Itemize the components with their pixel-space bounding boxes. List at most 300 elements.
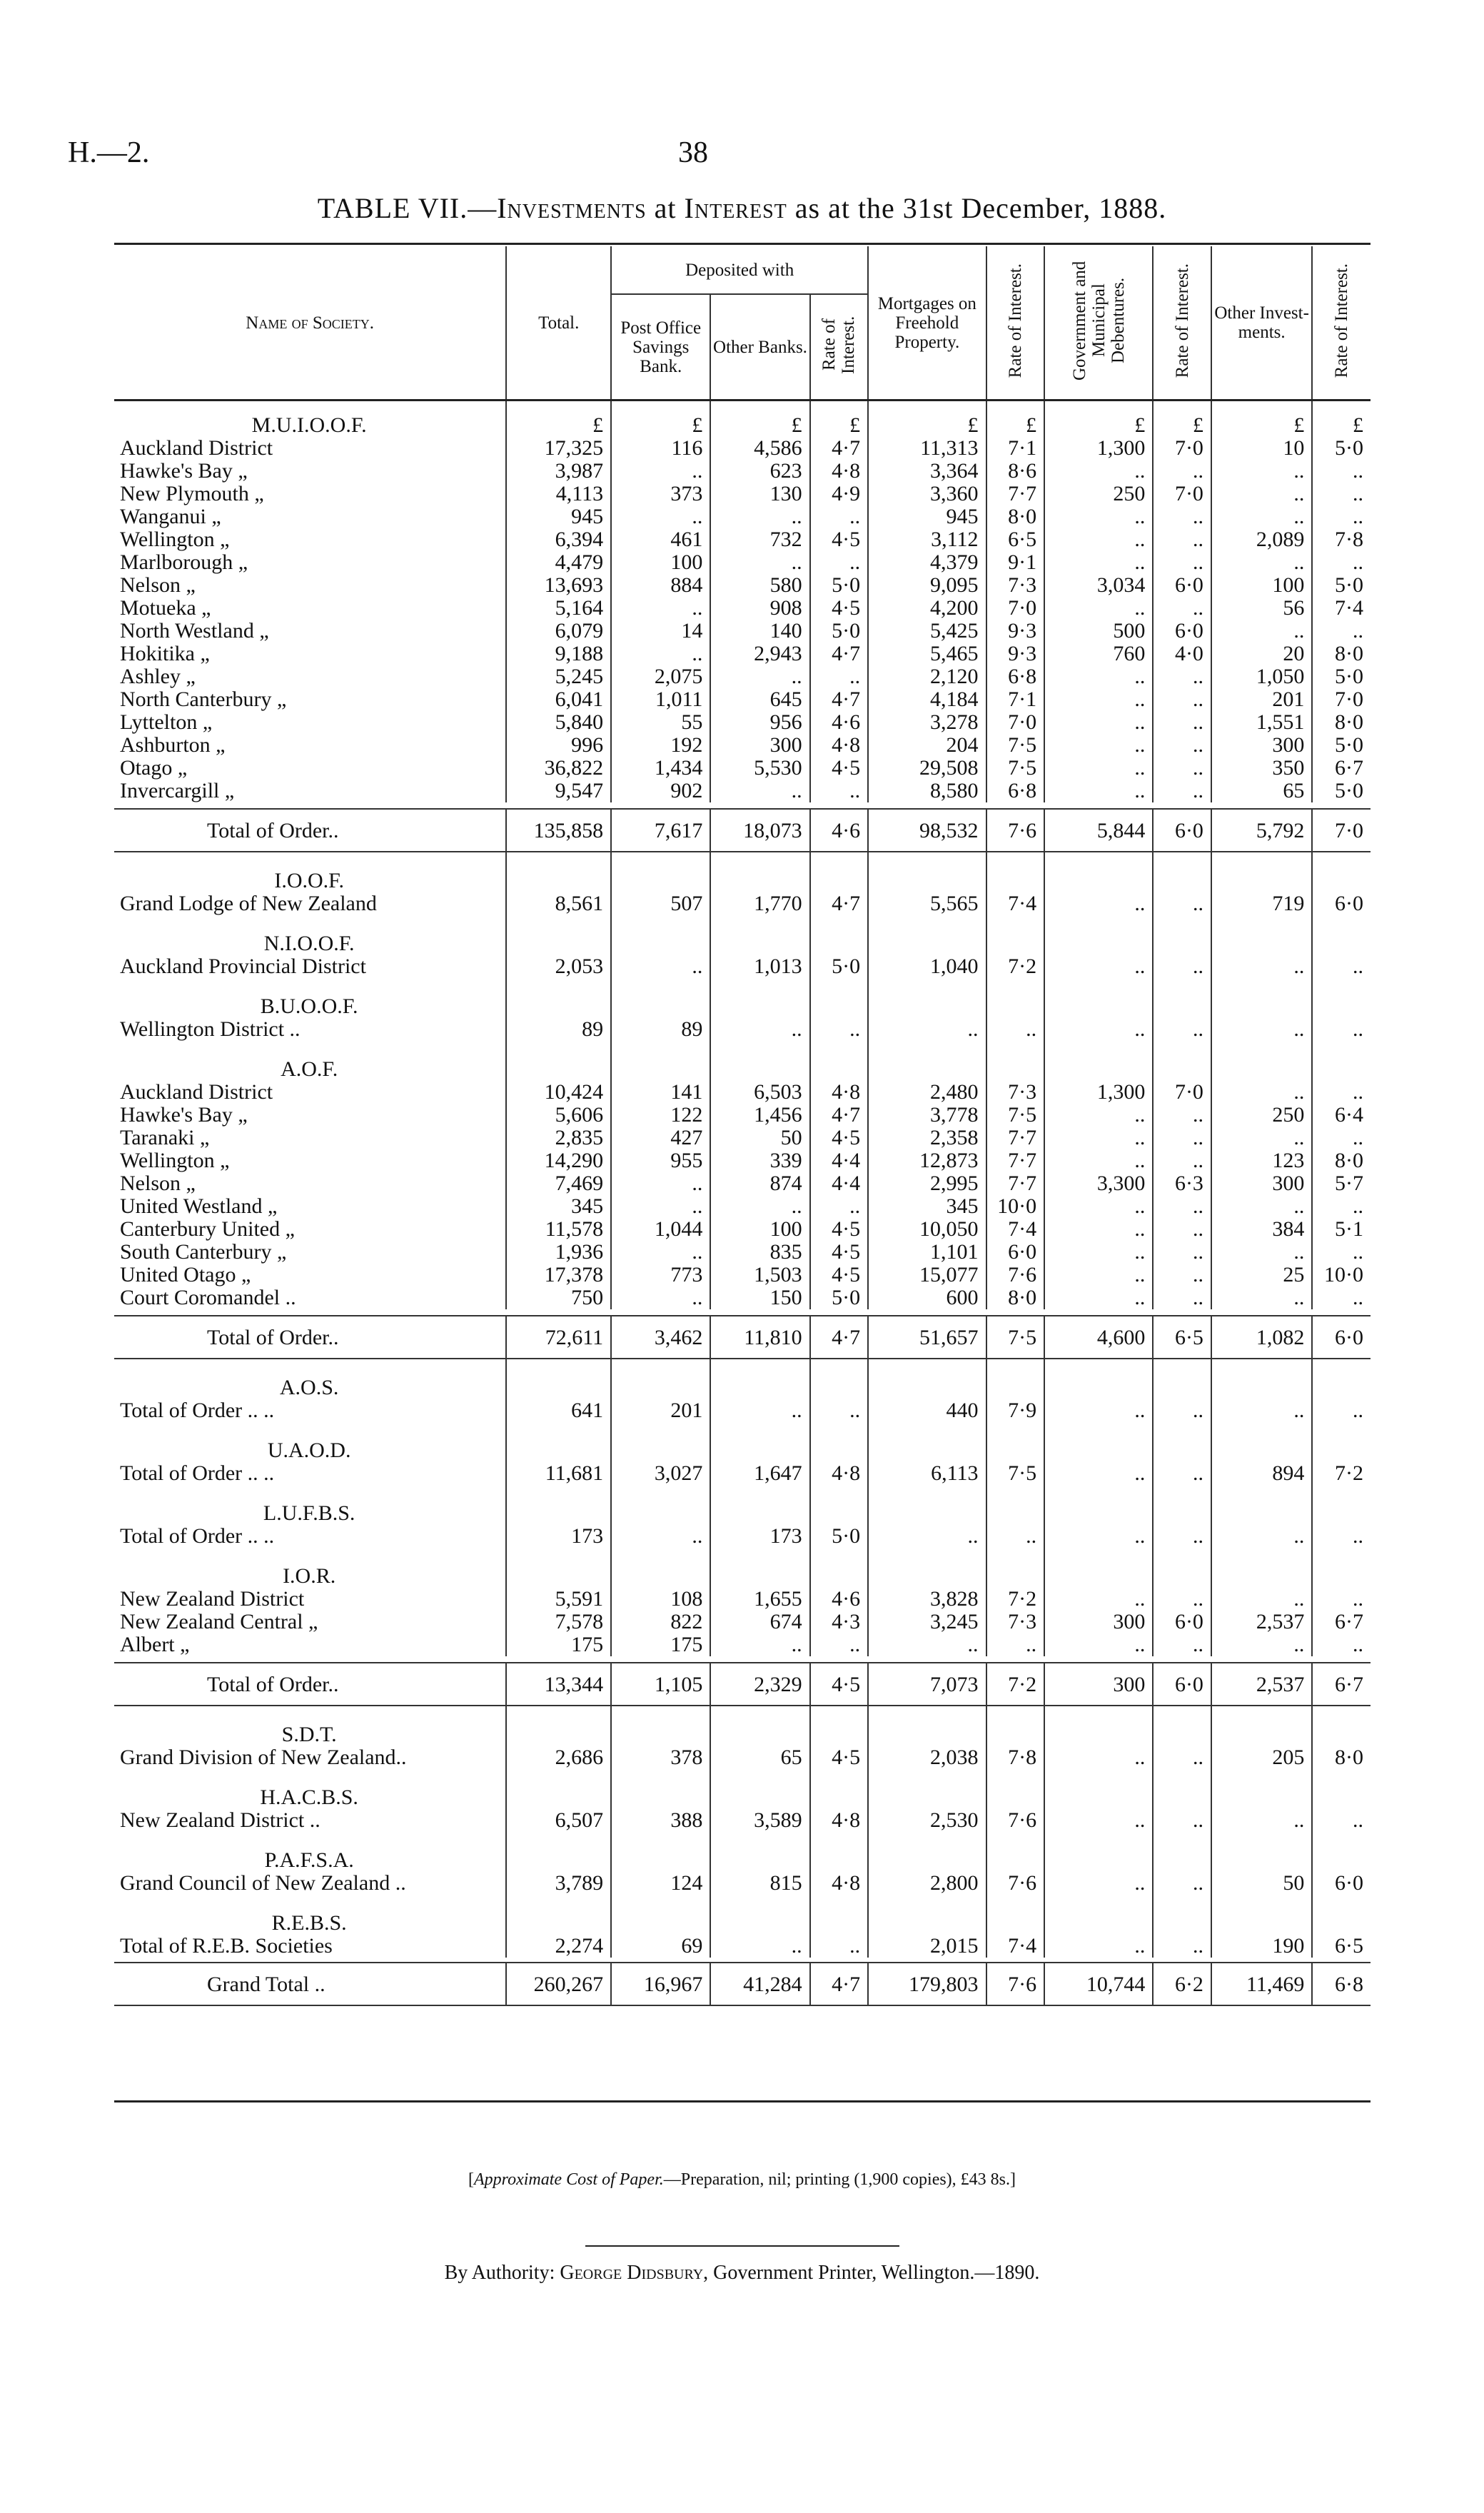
cell-value: 4·3 (810, 1611, 869, 1633)
cell-value: 1,040 (868, 955, 986, 978)
society-name: Auckland Provincial District (120, 955, 366, 978)
page-number: 38 (678, 136, 708, 169)
cell-value: .. (868, 1018, 986, 1041)
cell-value: .. (810, 1018, 869, 1041)
cell-value: 10,744 (1044, 1963, 1153, 2005)
cell-value: 6·8 (1312, 1963, 1371, 2005)
cell-value: 427 (611, 1127, 710, 1149)
cell-value: 116 (611, 437, 710, 460)
cell-value: 4,113 (506, 483, 611, 505)
cell-value: .. (1044, 1149, 1153, 1172)
cell-value: 4·5 (810, 1218, 869, 1241)
cell-value: .. (1044, 528, 1153, 551)
cell-value: .. (1153, 892, 1211, 915)
cell-value: .. (1211, 620, 1312, 643)
table-row (114, 1218, 1371, 1241)
cell-value: .. (1044, 505, 1153, 528)
currency-symbol: £ (611, 401, 710, 438)
cell-value: 4·0 (1153, 643, 1211, 665)
currency-symbol: £ (1044, 401, 1153, 438)
table-row (114, 1241, 1371, 1264)
cell-value: 2,537 (1211, 1611, 1312, 1633)
cell-value: 3,360 (868, 483, 986, 505)
cell-value: .. (1153, 551, 1211, 574)
cell-value: .. (1153, 665, 1211, 688)
society-name: Total of Order.. (114, 809, 506, 852)
cell-value: .. (1044, 734, 1153, 757)
cell-value: 956 (710, 711, 809, 734)
group-heading: U.A.O.D. (267, 1439, 351, 1462)
table-row (114, 620, 1371, 643)
cell-value: 4·7 (810, 688, 869, 711)
cell-value: .. (1153, 505, 1211, 528)
cell-value: 4,600 (1044, 1316, 1153, 1359)
cell-value: 11,469 (1211, 1963, 1312, 2005)
cell-value: 4·7 (810, 643, 869, 665)
cell-value: 100 (1211, 574, 1312, 597)
cell-value: .. (1044, 892, 1153, 915)
cell-value: .. (868, 1633, 986, 1656)
cell-value: .. (710, 1935, 809, 1958)
title-at: at (646, 192, 685, 224)
currency-symbol: £ (810, 401, 869, 438)
footnote: [Approximate Cost of Paper.—Preparation, nil; printing (1,900 copies), £43 8s.] (468, 2170, 1016, 2189)
cell-value: 5·1 (1312, 1218, 1371, 1241)
group-heading: L.U.F.B.S. (263, 1501, 355, 1525)
cell-value: 7·0 (986, 711, 1045, 734)
cell-value: .. (1312, 460, 1371, 483)
society-name: United Westland „ (120, 1194, 278, 1218)
table-row (114, 1588, 1371, 1611)
group-heading: M.U.I.O.O.F. (251, 413, 367, 437)
cell-value: 123 (1211, 1149, 1312, 1172)
society-name: Total of Order.. (114, 1316, 506, 1359)
table-row (114, 505, 1371, 528)
cell-value: 7,617 (611, 809, 710, 852)
cell-value: .. (1153, 1935, 1211, 1958)
table-row (114, 597, 1371, 620)
cell-value: 205 (1211, 1746, 1312, 1769)
cell-value: 6·5 (986, 528, 1045, 551)
cell-value: 8·0 (1312, 1746, 1371, 1769)
cell-value: .. (1044, 1241, 1153, 1264)
cell-value: .. (1312, 955, 1371, 978)
cell-value: .. (1044, 711, 1153, 734)
society-name: North Westland „ (120, 619, 269, 643)
cell-value: 192 (611, 734, 710, 757)
cell-value: 7·6 (986, 809, 1045, 852)
cell-value: .. (1153, 734, 1211, 757)
cell-value: 6·0 (1153, 574, 1211, 597)
society-name: Total of Order.. (114, 1663, 506, 1706)
cell-value: 4·4 (810, 1172, 869, 1195)
cell-value: .. (1153, 711, 1211, 734)
cell-value: .. (1211, 1018, 1312, 1041)
cell-value: 6,041 (506, 688, 611, 711)
cell-value: 29,508 (868, 757, 986, 780)
table-row (114, 665, 1371, 688)
cell-value: 100 (611, 551, 710, 574)
cell-value: 173 (710, 1525, 809, 1548)
cell-value: .. (1044, 955, 1153, 978)
cell-value: .. (1312, 1241, 1371, 1264)
cell-value: 11,578 (506, 1218, 611, 1241)
cell-value: 11,313 (868, 437, 986, 460)
authority-line (0, 2262, 1484, 2285)
cell-value: 65 (710, 1746, 809, 1769)
cell-value: 440 (868, 1399, 986, 1422)
cell-value: 1,434 (611, 757, 710, 780)
table-row (114, 1746, 1371, 1769)
cell-value: .. (1153, 780, 1211, 802)
cell-value: 2,480 (868, 1081, 986, 1104)
group-heading: B.U.O.O.F. (260, 994, 358, 1018)
cell-value: 4·7 (810, 1104, 869, 1127)
col-other-banks-header: Other Banks. (710, 294, 809, 401)
cell-value: 5·0 (810, 955, 869, 978)
cell-value: .. (1044, 460, 1153, 483)
cell-value: .. (986, 1633, 1045, 1656)
society-name: Grand Total .. (114, 1963, 506, 2005)
col-rate3-header: Rate of Interest. (1172, 263, 1192, 378)
cell-value: .. (1153, 528, 1211, 551)
cell-value: .. (1153, 597, 1211, 620)
table-row (114, 1149, 1371, 1172)
table-row (114, 757, 1371, 780)
cell-value: 122 (611, 1104, 710, 1127)
currency-symbol: £ (1153, 401, 1211, 438)
cell-value: 7·1 (986, 688, 1045, 711)
cell-value: 6,503 (710, 1081, 809, 1104)
cell-value: 1,936 (506, 1241, 611, 1264)
cell-value: .. (810, 1633, 869, 1656)
table-row (114, 1172, 1371, 1195)
cell-value: 3,828 (868, 1588, 986, 1611)
cell-value: 5·0 (1312, 665, 1371, 688)
society-name: Lyttelton „ (120, 710, 213, 734)
cell-value: 835 (710, 1241, 809, 1264)
table-row (114, 1809, 1371, 1832)
cell-value: 300 (1211, 734, 1312, 757)
cell-value: .. (710, 1195, 809, 1218)
cell-value: 9,188 (506, 643, 611, 665)
cell-value: 12,873 (868, 1149, 986, 1172)
cell-value: .. (1044, 1104, 1153, 1127)
cell-value: .. (1153, 688, 1211, 711)
cell-value: 7,578 (506, 1611, 611, 1633)
cell-value: .. (710, 505, 809, 528)
cell-value: .. (1153, 1462, 1211, 1485)
cell-value: 3,278 (868, 711, 986, 734)
cell-value: 3,987 (506, 460, 611, 483)
authority-prefix: By Authority: (444, 2262, 560, 2284)
table-row (114, 1872, 1371, 1895)
cell-value: 5,164 (506, 597, 611, 620)
cell-value: 4·8 (810, 1462, 869, 1485)
cell-value: 15,077 (868, 1264, 986, 1286)
cell-value: 955 (611, 1149, 710, 1172)
cell-value: 7·0 (1153, 437, 1211, 460)
cell-value: 13,344 (506, 1663, 611, 1706)
society-name: Wellington „ (120, 1149, 230, 1172)
cell-value: .. (611, 643, 710, 665)
cell-value: 4,479 (506, 551, 611, 574)
group-heading-row (114, 1041, 1371, 1081)
cell-value: .. (611, 505, 710, 528)
cell-value: .. (1044, 1872, 1153, 1895)
cell-value: 4,379 (868, 551, 986, 574)
cell-value: 20 (1211, 643, 1312, 665)
cell-value: 2,015 (868, 1935, 986, 1958)
cell-value: 1,044 (611, 1218, 710, 1241)
col-rate2-header: Rate of Interest. (1005, 263, 1025, 378)
cell-value: 3,027 (611, 1462, 710, 1485)
cell-value: .. (1211, 1525, 1312, 1548)
group-heading: H.A.C.B.S. (260, 1786, 358, 1809)
cell-value: .. (1211, 551, 1312, 574)
cell-value: 8·0 (986, 505, 1045, 528)
cell-value: 18,073 (710, 809, 809, 852)
cell-value: 6·0 (1312, 892, 1371, 915)
society-name: Wellington „ (120, 528, 230, 551)
cell-value: .. (1312, 1588, 1371, 1611)
printer-name: George Didsbury (560, 2262, 704, 2284)
cell-value: 204 (868, 734, 986, 757)
group-heading-row (114, 852, 1371, 892)
table-row (114, 1633, 1371, 1656)
cell-value: 773 (611, 1264, 710, 1286)
cell-value: 36,822 (506, 757, 611, 780)
cell-value: 300 (1044, 1611, 1153, 1633)
cell-value: .. (710, 780, 809, 802)
cell-value: 719 (1211, 892, 1312, 915)
group-heading-row (114, 401, 1371, 438)
cell-value: 6,507 (506, 1809, 611, 1832)
cell-value: 4·7 (810, 1316, 869, 1359)
cell-value: 17,378 (506, 1264, 611, 1286)
group-heading-row (114, 1548, 1371, 1588)
cell-value: 2,038 (868, 1746, 986, 1769)
cell-value: .. (1211, 1633, 1312, 1656)
cell-value: 345 (506, 1195, 611, 1218)
cell-value: 600 (868, 1286, 986, 1309)
table-row (114, 780, 1371, 802)
cell-value: 1,105 (611, 1663, 710, 1706)
cell-value: 902 (611, 780, 710, 802)
cell-value: 5,425 (868, 620, 986, 643)
cell-value: 7,073 (868, 1663, 986, 1706)
cell-value: 100 (710, 1218, 809, 1241)
cell-value: 25 (1211, 1264, 1312, 1286)
cell-value: .. (1044, 1935, 1153, 1958)
table-row (114, 1286, 1371, 1309)
cell-value: .. (1044, 1218, 1153, 1241)
cell-value: 4·5 (810, 1746, 869, 1769)
table-row (114, 551, 1371, 574)
cell-value: 461 (611, 528, 710, 551)
cell-value: 1,551 (1211, 711, 1312, 734)
cell-value: 7·5 (986, 1462, 1045, 1485)
cell-value: 5,591 (506, 1588, 611, 1611)
cell-value: 5,840 (506, 711, 611, 734)
cell-value: .. (1044, 1127, 1153, 1149)
cell-value: .. (1153, 1746, 1211, 1769)
cell-value: 641 (506, 1399, 611, 1422)
col-total-header: Total. (506, 246, 611, 401)
society-name: Motueka „ (120, 596, 211, 620)
group-heading-row (114, 915, 1371, 955)
cell-value: 141 (611, 1081, 710, 1104)
cell-value: 179,803 (868, 1963, 986, 2005)
title-investments: Investments (497, 192, 647, 224)
table-row (114, 460, 1371, 483)
order-total-row (114, 1663, 1371, 1706)
group-heading-row (114, 1359, 1371, 1399)
table-row (114, 528, 1371, 551)
cell-value: 6·7 (1312, 1611, 1371, 1633)
cell-value: 89 (611, 1018, 710, 1041)
document-code: H.—2. (68, 136, 150, 169)
cell-value: 1,647 (710, 1462, 809, 1485)
cell-value: .. (1211, 1127, 1312, 1149)
cell-value: 124 (611, 1872, 710, 1895)
cell-value: 388 (611, 1809, 710, 1832)
cell-value: 14,290 (506, 1149, 611, 1172)
cell-value: 1,013 (710, 955, 809, 978)
title-date: as at the 31st December, 1888. (787, 192, 1167, 224)
cell-value: 6·7 (1312, 1663, 1371, 1706)
table-row (114, 1127, 1371, 1149)
footnote-text: —Preparation, nil; printing (1,900 copies), £43 8s. (663, 2170, 1011, 2189)
cell-value: 674 (710, 1611, 809, 1633)
cell-value: .. (1044, 688, 1153, 711)
cell-value: .. (1211, 1286, 1312, 1309)
cell-value: 1,101 (868, 1241, 986, 1264)
cell-value: .. (611, 460, 710, 483)
table-row (114, 483, 1371, 505)
cell-value: 7·7 (986, 483, 1045, 505)
cell-value: 5·0 (810, 620, 869, 643)
cell-value: 65 (1211, 780, 1312, 802)
cell-value: 2,075 (611, 665, 710, 688)
cell-value: 5·0 (1312, 734, 1371, 757)
cell-value: 11,810 (710, 1316, 809, 1359)
cell-value: .. (1153, 1633, 1211, 1656)
cell-value: 55 (611, 711, 710, 734)
cell-value: .. (1153, 1127, 1211, 1149)
cell-value: 69 (611, 1935, 710, 1958)
cell-value: 4·4 (810, 1149, 869, 1172)
table-title (0, 191, 1484, 225)
cell-value: .. (1312, 483, 1371, 505)
cell-value: 9,095 (868, 574, 986, 597)
cell-value: .. (1312, 1809, 1371, 1832)
cell-value: .. (1312, 1195, 1371, 1218)
cell-value: 4·6 (810, 809, 869, 852)
cell-value: .. (1044, 1746, 1153, 1769)
table-row (114, 1462, 1371, 1485)
cell-value: 373 (611, 483, 710, 505)
society-name: Invercargill „ (120, 779, 235, 802)
cell-value: 140 (710, 620, 809, 643)
cell-value: 4,184 (868, 688, 986, 711)
cell-value: 6·3 (1153, 1172, 1211, 1195)
cell-value: 3,778 (868, 1104, 986, 1127)
cell-value: 5,245 (506, 665, 611, 688)
cell-value: 7·6 (986, 1963, 1045, 2005)
cell-value: 4·8 (810, 460, 869, 483)
cell-value: 201 (1211, 688, 1312, 711)
cell-value: .. (868, 1525, 986, 1548)
society-name: New Zealand District .. (120, 1808, 320, 1832)
group-heading: S.D.T. (281, 1723, 337, 1746)
cell-value: 108 (611, 1588, 710, 1611)
cell-value: 378 (611, 1746, 710, 1769)
cell-value: 13,693 (506, 574, 611, 597)
cell-value: 8·6 (986, 460, 1045, 483)
cell-value: 1,503 (710, 1264, 809, 1286)
cell-value: .. (1044, 1525, 1153, 1548)
table-row (114, 643, 1371, 665)
cell-value: 7·9 (986, 1399, 1045, 1422)
cell-value: 7·1 (986, 437, 1045, 460)
cell-value: 5·0 (810, 1525, 869, 1548)
cell-value: .. (1153, 1525, 1211, 1548)
society-name: Total of Order .. .. (120, 1461, 275, 1485)
cell-value: .. (1044, 1399, 1153, 1422)
cell-value: 7·6 (986, 1809, 1045, 1832)
cell-value: 4,200 (868, 597, 986, 620)
cell-value: 9·1 (986, 551, 1045, 574)
cell-value: 2,537 (1211, 1663, 1312, 1706)
table-row (114, 1525, 1371, 1548)
cell-value: 1,011 (611, 688, 710, 711)
cell-value: 2,995 (868, 1172, 986, 1195)
cell-value: .. (1044, 1462, 1153, 1485)
cell-value: 135,858 (506, 809, 611, 852)
cell-value: 945 (868, 505, 986, 528)
cell-value: 10,050 (868, 1218, 986, 1241)
group-heading-row (114, 1422, 1371, 1462)
cell-value: .. (1211, 483, 1312, 505)
society-name: New Plymouth „ (120, 482, 264, 505)
authority-rule (585, 2245, 899, 2247)
society-name: Taranaki „ (120, 1126, 210, 1149)
cell-value: 250 (1044, 483, 1153, 505)
cell-value: 7·5 (986, 734, 1045, 757)
cell-value: .. (1044, 597, 1153, 620)
cell-value: 894 (1211, 1462, 1312, 1485)
cell-value: 300 (710, 734, 809, 757)
cell-value: .. (1044, 1264, 1153, 1286)
cell-value: 1,770 (710, 892, 809, 915)
cell-value: 4·7 (810, 1963, 869, 2005)
cell-value: .. (1312, 1018, 1371, 1041)
cell-value: 175 (506, 1633, 611, 1656)
table-row (114, 574, 1371, 597)
cell-value: .. (1153, 1241, 1211, 1264)
society-name: Hawke's Bay „ (120, 1103, 248, 1127)
cell-value: .. (1153, 1809, 1211, 1832)
cell-value: 130 (710, 483, 809, 505)
cell-value: 3,789 (506, 1872, 611, 1895)
cell-value: 2,053 (506, 955, 611, 978)
cell-value: .. (611, 1172, 710, 1195)
cell-value: 7·5 (986, 1316, 1045, 1359)
col-post-header: Post Office Savings Bank. (611, 294, 710, 401)
cell-value: 56 (1211, 597, 1312, 620)
currency-symbol: £ (1211, 401, 1312, 438)
